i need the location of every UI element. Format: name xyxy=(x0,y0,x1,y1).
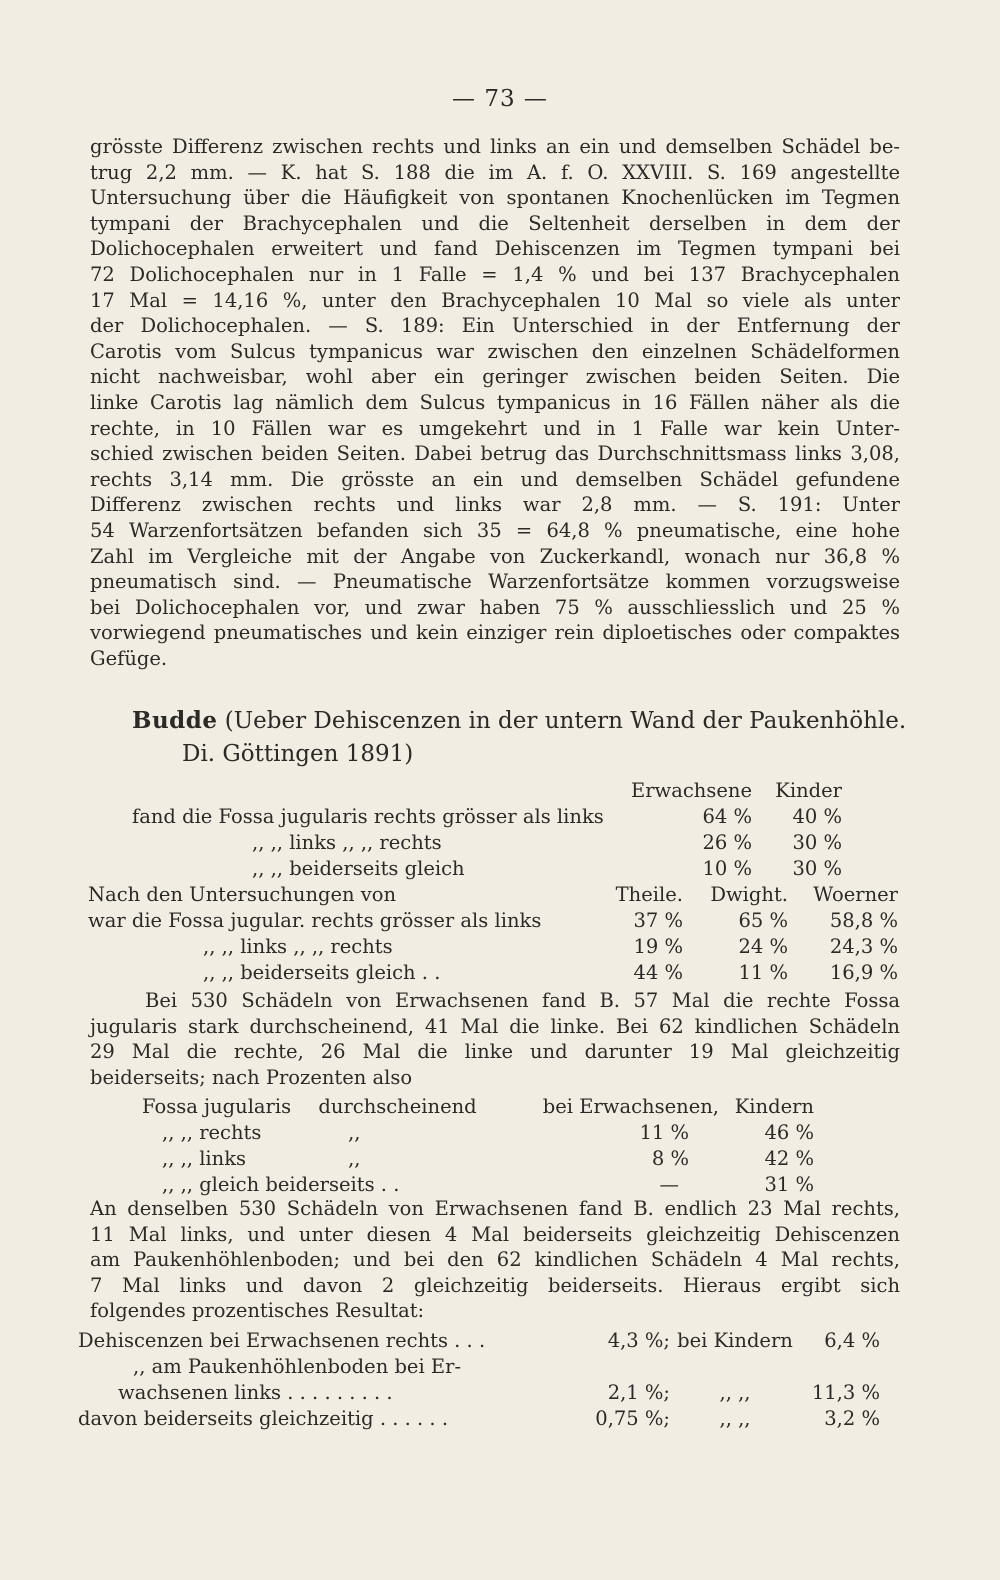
table-header-row xyxy=(132,776,842,802)
cell-value: 3,2 % xyxy=(824,1407,880,1430)
text-line: rechte, in 10 Fällen war es umgekehrt und in 1 Falle war kein Unter- xyxy=(90,416,900,440)
table-dehiscence-results xyxy=(78,1326,880,1430)
cell-value: — xyxy=(659,1173,679,1196)
cell-value: 8 % xyxy=(651,1147,689,1170)
col-header-woerner: Woerner xyxy=(813,883,898,906)
row-label: ,, ,, beiderseits gleich . . xyxy=(203,961,441,984)
text-line: Dolichocephalen erweitert und fand Dehiscenzen im Tegmen tympani bei xyxy=(90,237,900,261)
text-line: 7 Mal links und davon 2 gleichzeitig beiderseits. Hieraus ergibt sich xyxy=(90,1273,900,1297)
row-label: ,, ,, links xyxy=(162,1147,247,1170)
table-row xyxy=(132,854,842,880)
author-name: Budde xyxy=(132,707,218,734)
table-row xyxy=(88,958,898,984)
table-row xyxy=(142,1170,814,1196)
text-line: An denselben 530 Schädeln von Erwachsenen fand B. endlich 23 Mal rechts, xyxy=(90,1197,900,1220)
cell-value: 11 % xyxy=(639,1121,689,1144)
table-transparency-percent xyxy=(142,1092,814,1196)
table-row xyxy=(142,1118,814,1144)
row-label: wachsenen links . . . . . . . . . xyxy=(118,1381,393,1404)
ditto-mark: ,, ,, xyxy=(719,1381,751,1404)
text-line: trug 2,2 mm. — K. hat S. 188 die im A. f. O. XXVIII. S. 169 angestellte xyxy=(90,160,900,184)
col-header-adults: Erwachsene xyxy=(631,779,752,802)
text-line: vorwiegend pneumatisches und kein einziger rein diploetisches oder compaktes xyxy=(90,621,900,645)
col-header-theile: Theile. xyxy=(615,883,683,906)
text-line: jugularis stark durchscheinend, 41 Mal die linke. Bei 62 kindlichen Schädeln xyxy=(90,1014,900,1038)
table-row xyxy=(78,1404,880,1430)
cell-value: 65 % xyxy=(738,909,788,932)
cell-value: 19 % xyxy=(633,935,683,958)
cell-value: 11,3 % xyxy=(811,1381,880,1404)
cell-value: 2,1 %; xyxy=(607,1381,670,1404)
text-line: der Dolichocephalen. — S. 189: Ein Unterschied in der Entfernung der xyxy=(90,314,900,338)
text-line: Carotis vom Sulcus tympanicus war zwischen den einzelnen Schädelformen xyxy=(90,339,900,363)
cell-value: 58,8 % xyxy=(829,909,898,932)
text-line: Differenz zwischen rechts und links war 2,8 mm. — S. 191: Unter xyxy=(90,493,900,517)
text-line: Untersuchung über die Häufigkeit von spontanen Knochenlücken im Tegmen xyxy=(90,186,900,210)
table-fossa-adults-children xyxy=(132,776,842,880)
page-number: — 73 — xyxy=(452,86,548,112)
table-header-row xyxy=(88,880,898,906)
col-header-transparent: durchscheinend xyxy=(318,1095,477,1118)
cell-value: 42 % xyxy=(764,1147,814,1170)
text-line: tympani der Brachycephalen und die Seltenheit derselben in dem der xyxy=(90,211,900,235)
table-intro: Nach den Untersuchungen von xyxy=(88,883,397,906)
col-header-fossa: Fossa jugularis xyxy=(142,1095,292,1118)
ditto-mark: ,, ,, xyxy=(719,1407,751,1430)
cell-value: 26 % xyxy=(702,831,752,854)
table-header-row xyxy=(142,1092,814,1118)
cell-value: 30 % xyxy=(792,857,842,880)
text-line: folgendes prozentisches Resultat: xyxy=(90,1299,425,1323)
row-label: fand die Fossa jugularis rechts grösser als links xyxy=(132,805,604,828)
text-line: nicht nachweisbar, wohl aber ein geringer zwischen beiden Seiten. Die xyxy=(90,365,900,389)
text-line: grösste Differenz zwischen rechts und links an ein und demselben Schädel be- xyxy=(90,135,900,158)
row-label: ,, ,, rechts xyxy=(162,1121,262,1144)
cell-value: 4,3 %; xyxy=(607,1329,670,1352)
table-row xyxy=(88,932,898,958)
cell-value: 44 % xyxy=(633,961,683,984)
cell-label: bei Kindern xyxy=(677,1329,793,1352)
text-line: rechts 3,14 mm. Die grösste an ein und demselben Schädel gefundene xyxy=(90,467,900,491)
table-row xyxy=(78,1378,880,1404)
text-line: 29 Mal die rechte, 26 Mal die linke und darunter 19 Mal gleichzeitig xyxy=(90,1040,900,1064)
text-line: bei Dolichocephalen vor, und zwar haben 75 % ausschliesslich und 25 % xyxy=(90,595,900,619)
row-label: ,, am Paukenhöhlenboden bei Er- xyxy=(133,1355,462,1378)
col-header-children: Kindern xyxy=(734,1095,814,1118)
text-line: linke Carotis lag nämlich dem Sulcus tympanicus in 16 Fällen näher als die xyxy=(90,390,900,414)
cell-value: 31 % xyxy=(764,1173,814,1196)
cell-value: 24 % xyxy=(738,935,788,958)
text-line: pneumatisch sind. — Pneumatische Warzenfortsätze kommen vorzugsweise xyxy=(90,570,900,594)
table-fossa-authors xyxy=(88,880,898,984)
cell-value: 0,75 %; xyxy=(595,1407,670,1430)
table-row xyxy=(132,802,842,828)
text-line: Zahl im Vergleiche mit der Angabe von Zuckerkandl, wonach nur 36,8 % xyxy=(90,544,900,568)
cell-value: 11 % xyxy=(738,961,788,984)
paragraph-mastoid xyxy=(90,134,900,671)
cell-value: 10 % xyxy=(702,857,752,880)
text-line: am Paukenhöhlenboden; und bei den 62 kindlichen Schädeln 4 Mal rechts, xyxy=(90,1248,900,1272)
cell-value: 30 % xyxy=(792,831,842,854)
paragraph-dehiscences xyxy=(90,1196,900,1324)
col-header-adults: bei Erwachsenen, xyxy=(542,1095,719,1118)
table-row xyxy=(88,906,898,932)
row-label: davon beiderseits gleichzeitig . . . . . . xyxy=(78,1407,449,1430)
paragraph-transparency xyxy=(90,988,900,1090)
col-header-children: Kinder xyxy=(775,779,842,802)
row-label: Dehiscenzen bei Erwachsenen rechts . . . xyxy=(78,1329,486,1352)
section-heading-budde xyxy=(132,704,922,771)
text-line: 17 Mal = 14,16 %, unter den Brachycephalen 10 Mal so viele als unter xyxy=(90,288,900,312)
text-line: beiderseits; nach Prozenten also xyxy=(90,1065,413,1089)
text-line: Gefüge. xyxy=(90,646,168,670)
col-header-dwight: Dwight. xyxy=(710,883,788,906)
heading-line2: Di. Göttingen 1891) xyxy=(182,741,414,767)
ditto-mark: ,, xyxy=(348,1121,361,1144)
heading-title: (Ueber Dehiscenzen in der untern Wand der Paukenhöhle. xyxy=(217,708,907,734)
text-line: Bei 530 Schädeln von Erwachsenen fand B. 57 Mal die rechte Fossa xyxy=(145,989,900,1012)
cell-value: 16,9 % xyxy=(829,961,898,984)
text-line: 54 Warzenfortsätzen befanden sich 35 = 64,8 % pneumatische, eine hohe xyxy=(90,518,900,542)
row-label: ,, ,, links ,, ,, rechts xyxy=(252,831,442,854)
cell-value: 64 % xyxy=(702,805,752,828)
table-row xyxy=(142,1144,814,1170)
row-label: ,, ,, beiderseits gleich xyxy=(252,857,465,880)
cell-value: 40 % xyxy=(792,805,842,828)
cell-value: 37 % xyxy=(633,909,683,932)
table-row xyxy=(78,1352,880,1378)
text-line: 11 Mal links, und unter diesen 4 Mal beiderseits gleichzeitig Dehiscenzen xyxy=(90,1222,900,1246)
table-row xyxy=(132,828,842,854)
text-line: schied zwischen beiden Seiten. Dabei betrug das Durchschnittsmass links 3,08, xyxy=(90,442,900,466)
table-row xyxy=(78,1326,880,1352)
row-label: ,, ,, links ,, ,, rechts xyxy=(203,935,393,958)
cell-value: 6,4 % xyxy=(824,1329,880,1352)
text-line: 72 Dolichocephalen nur in 1 Falle = 1,4 % und bei 137 Brachycephalen xyxy=(90,262,900,286)
row-label: ,, ,, gleich beiderseits . . xyxy=(162,1173,400,1196)
row-label: war die Fossa jugular. rechts grösser als links xyxy=(88,909,542,932)
ditto-mark: ,, xyxy=(348,1147,361,1170)
cell-value: 24,3 % xyxy=(829,935,898,958)
cell-value: 46 % xyxy=(764,1121,814,1144)
